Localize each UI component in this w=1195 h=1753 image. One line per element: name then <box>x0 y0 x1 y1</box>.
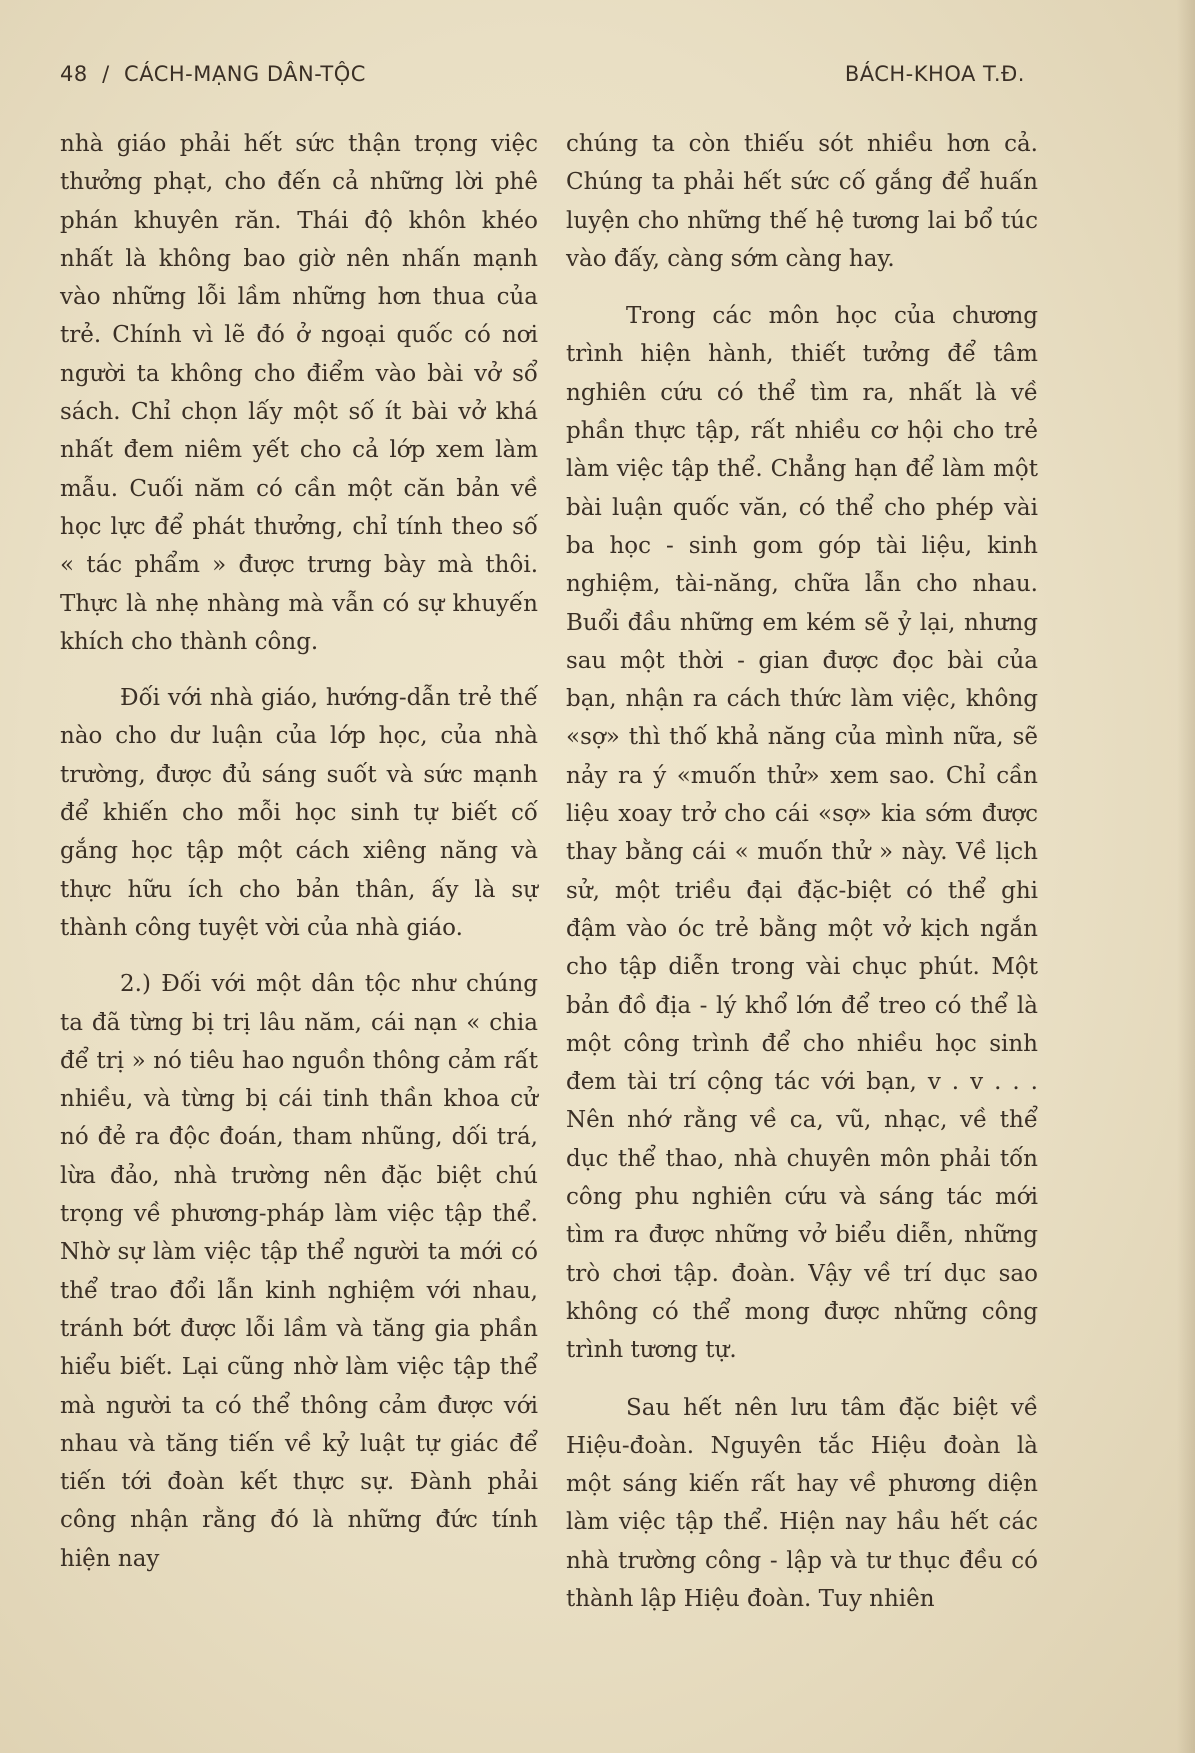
paragraph: Đối với nhà giáo, hướng-dẫn trẻ thế nào cho dư luận của lớp học, của nhà trường, được đủ sáng suốt và sức mạnh để khiến cho mỗi học sinh tự biết cố gắng học tập một cách xiêng năng và thực hữu ích cho bản thân, ấy là sự thành công tuyệt vời của nhà giáo. <box>60 685 538 941</box>
paragraph-gap <box>566 278 1038 297</box>
header-separator-slash: / <box>94 62 117 86</box>
paragraph: chúng ta còn thiếu sót nhiều hơn cả. Chúng ta phải hết sức cố gắng để huấn luyện cho những thế hệ tương lai bổ túc vào đấy, càng sớm càng hay. <box>566 131 1038 272</box>
paragraph-gap <box>60 661 538 679</box>
paragraph: Trong các môn học của chương trình hiện hành, thiết tưởng để tâm nghiên cứu có thể tìm ra, nhất là về phần thực tập, rất nhiều cơ hội cho trẻ làm việc tập thể. Chẳng hạn để làm một bài luận quốc văn, có thể cho phép vài ba học - sinh gom góp tài liệu, kinh nghiệm, tài-năng, chữa lẫn cho nhau. Buổi đầu những em kém sẽ ỷ lại, nhưng sau một thời - gian được đọc bài của bạn, nhận ra cách thức làm việc, không «sợ» thì thố khả năng của mình nữa, sẽ nảy ra ý «muốn thử» xem sao. Chỉ cần liệu xoay trở cho cái «sợ» kia sớm được thay bằng cái « muốn thử » này. Về lịch sử, một triều đại đặc-biệt có thể ghi đậm vào óc trẻ bằng một vở kịch ngắn cho tập diễn trong vài chục phút. Một bản đồ địa - lý khổ lớn để treo có thể là một công trình để cho nhiều học sinh đem tài trí cộng tác với bạn, v . v . . . Nên nhớ rằng về ca, vũ, nhạc, về thể dục thể thao, nhà chuyên môn phải tốn công phu nghiên cứu và sáng tác mới tìm ra được những vở biểu diễn, những trò chơi tập. đoàn. Vậy về trí dục sao không có thể mong được những công trình tương tự. <box>566 303 1038 1364</box>
left-column <box>60 125 538 1578</box>
running-header <box>60 62 1025 92</box>
paragraph: Sau hết nên lưu tâm đặc biệt về Hiệu-đoàn. Nguyên tắc Hiệu đoàn là một sáng kiến rất hay về phương diện làm việc tập thể. Hiện nay hầu hết các nhà trường công - lập và tư thục đều có thành lập Hiệu đoàn. Tuy nhiên <box>566 1394 1038 1612</box>
paragraph: nhà giáo phải hết sức thận trọng việc thưởng phạt, cho đến cả những lời phê phán khuyên răn. Thái độ khôn khéo nhất là không bao giờ nên nhấn mạnh vào những lỗi lầm những hơn thua của trẻ. Chính vì lẽ đó ở ngoại quốc có nơi người ta không cho điểm vào bài vở sổ sách. Chỉ chọn lấy một số ít bài vở khá nhất đem niêm yết cho cả lớp xem làm mẫu. Cuối năm có cần một căn bản về học lực để phát thưởng, chỉ tính theo số « tác phẩm » được trưng bày mà thôi. Thực là nhẹ nhàng mà vẫn có sự khuyến khích cho thành công. <box>60 131 538 655</box>
right-column <box>566 125 1038 1618</box>
paragraph-gap <box>566 1370 1038 1389</box>
section-title: CÁCH-MẠNG DÂN-TỘC <box>124 62 366 86</box>
publication-title: BÁCH-KHOA T.Đ. <box>844 62 1025 86</box>
header-left <box>60 62 366 86</box>
paragraph-gap <box>60 947 538 965</box>
page-number: 48 <box>60 62 88 86</box>
page-edge-shadow <box>1177 0 1195 1753</box>
paragraph: 2.) Đối với một dân tộc như chúng ta đã từng bị trị lâu năm, cái nạn « chia để trị » nó tiêu hao nguồn thông cảm rất nhiều, và từng bị cái tinh thần khoa cử nó đẻ ra độc đoán, tham nhũng, dối trá, lừa đảo, nhà trường nên đặc biệt chú trọng về phương-pháp làm việc tập thể. Nhờ sự làm việc tập thể người ta mới có thể trao đổi lẫn kinh nghiệm với nhau, tránh bớt được lỗi lầm và tăng gia phần hiểu biết. Lại cũng nhờ làm việc tập thể mà người ta có thể thông cảm được với nhau và tăng tiến về kỷ luật tự giác để tiến tới đoàn kết thực sự. Đành phải công nhận rằng đó là những đức tính hiện nay <box>60 971 538 1572</box>
